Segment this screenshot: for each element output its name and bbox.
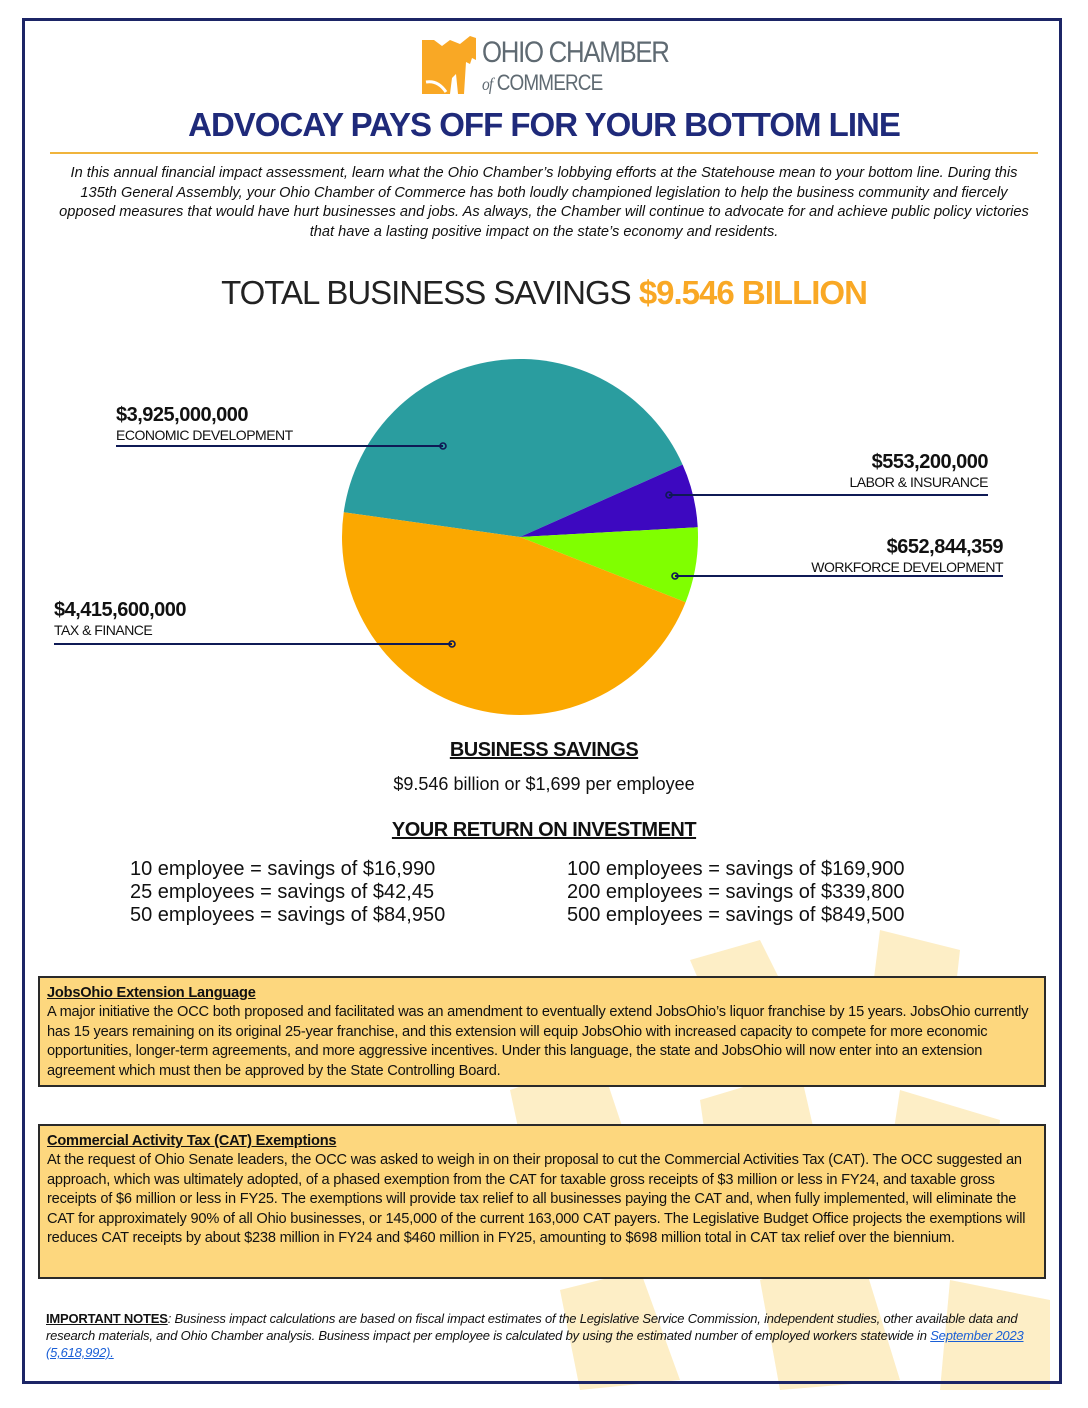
label-tax-finance [54,599,186,638]
roi-item: 200 employees = savings of $339,800 [567,881,905,903]
roi-item: 10 employee = savings of $16,990 [130,858,436,880]
box-heading: JobsOhio Extension Language [47,985,256,1001]
roi-list-left [130,858,445,927]
logo-of: of [482,74,493,94]
intro-paragraph: In this annual financial impact assessment, learn what the Ohio Chamber’s lobbying efforts at the Statehouse mean to your bottom line. During this 135th General Assembly, your Ohio Chamber of Commerce has both loudly championed legislation to help the business community and fiercely opposed measures that would have hurt businesses and jobs. As always, the Chamber will continue to advocate for and achieve public policy victories that have a lasting positive impact on the state’s economy and residents. [59,165,1029,240]
notes-colon: : [167,1311,172,1326]
slice-name-label: TAX & FINANCE [54,622,153,638]
roi-heading: YOUR RETURN ON INVESTMENT [391,819,697,841]
slice-value-label: $553,200,000 [871,451,988,473]
employment-data-link[interactable]: September 2023 (5,618,992). [46,1328,1024,1360]
roi-item: 100 employees = savings of $169,900 [567,858,905,880]
notes-text: Business impact calculations are based on fiscal impact estimates of the Legislative Service Commission, independent studies, other available data and research materials, and Ohio Chamber analysis. Business impact per employee is calculated by using the estimated number of employed workers statewide in [46,1311,1018,1343]
business-savings-text: $9.546 billion or $1,699 per employee [393,774,695,794]
notes-label: IMPORTANT NOTES [46,1311,168,1326]
box-body: At the request of Ohio Senate leaders, the OCC was asked to weigh in on their proposal to cut the Commercial Activities Tax (CAT). The OCC suggested an approach, which was ultimately adopted, of a phased exemption from the CAT for taxable gross receipts of $3 million or less in FY24, and taxable gross receipts of $6 million or less in FY25. The exemptions will provide tax relief to all businesses paying the CAT and, when fully implemented, will eliminate the CAT for approximately 90% of all Ohio businesses, or 145,000 of the current 163,000 CAT payers. The Legislative Budget Office projects the exemptions will reduces CAT receipts by about $238 million in FY24 and $460 million in FY25, amounting to $698 million total in CAT tax relief over the biennium. [47,1152,1026,1247]
jobsohio-box [38,976,1046,1087]
box-body: A major initiative the OCC both proposed and facilitated was an amendment to eventually extend JobsOhio’s liquor franchise by 15 years. JobsOhio currently has 15 years remaining on its original 25-year franchise, and this extension will equip JobsOhio with increased capacity to compete for more economic opportunities, longer-term agreements, and more aggressive incentives. Under this language, the state and JobsOhio will now enter into an extension agreement which must then be approved by the State Controlling Board. [47,1004,1029,1079]
label-labor-insurance [849,451,988,490]
roi-item: 25 employees = savings of $42,45 [130,881,435,903]
business-savings-heading: BUSINESS SAVINGS [449,739,639,761]
slice-value-label: $652,844,359 [886,536,1003,558]
label-economic-development [116,404,293,443]
slice-name-label: LABOR & INSURANCE [849,474,988,490]
logo-commerce: COMMERCE [496,70,603,95]
page-title: ADVOCAY PAYS OFF FOR YOUR BOTTOM LINE [188,106,900,143]
slice-name-label: ECONOMIC DEVELOPMENT [116,427,293,443]
total-value: $9.546 BILLION [638,274,867,311]
slice-name-label: WORKFORCE DEVELOPMENT [811,559,1003,575]
box-heading: Commercial Activity Tax (CAT) Exemptions [47,1133,337,1149]
roi-item: 500 employees = savings of $849,500 [567,904,905,926]
label-workforce-development [811,536,1003,575]
roi-list-right [567,858,904,927]
slice-value-label: $3,925,000,000 [116,404,249,426]
ohio-chamber-logo: OHIO CHAMBER of COMMERCE [420,34,680,98]
cat-exemptions-box [38,1124,1046,1279]
slice-value-label: $4,415,600,000 [54,599,187,621]
important-notes [46,1310,1046,1361]
roi-item: 50 employees = savings of $84,950 [130,904,446,926]
total-label: TOTAL BUSINESS SAVINGS [221,274,639,311]
